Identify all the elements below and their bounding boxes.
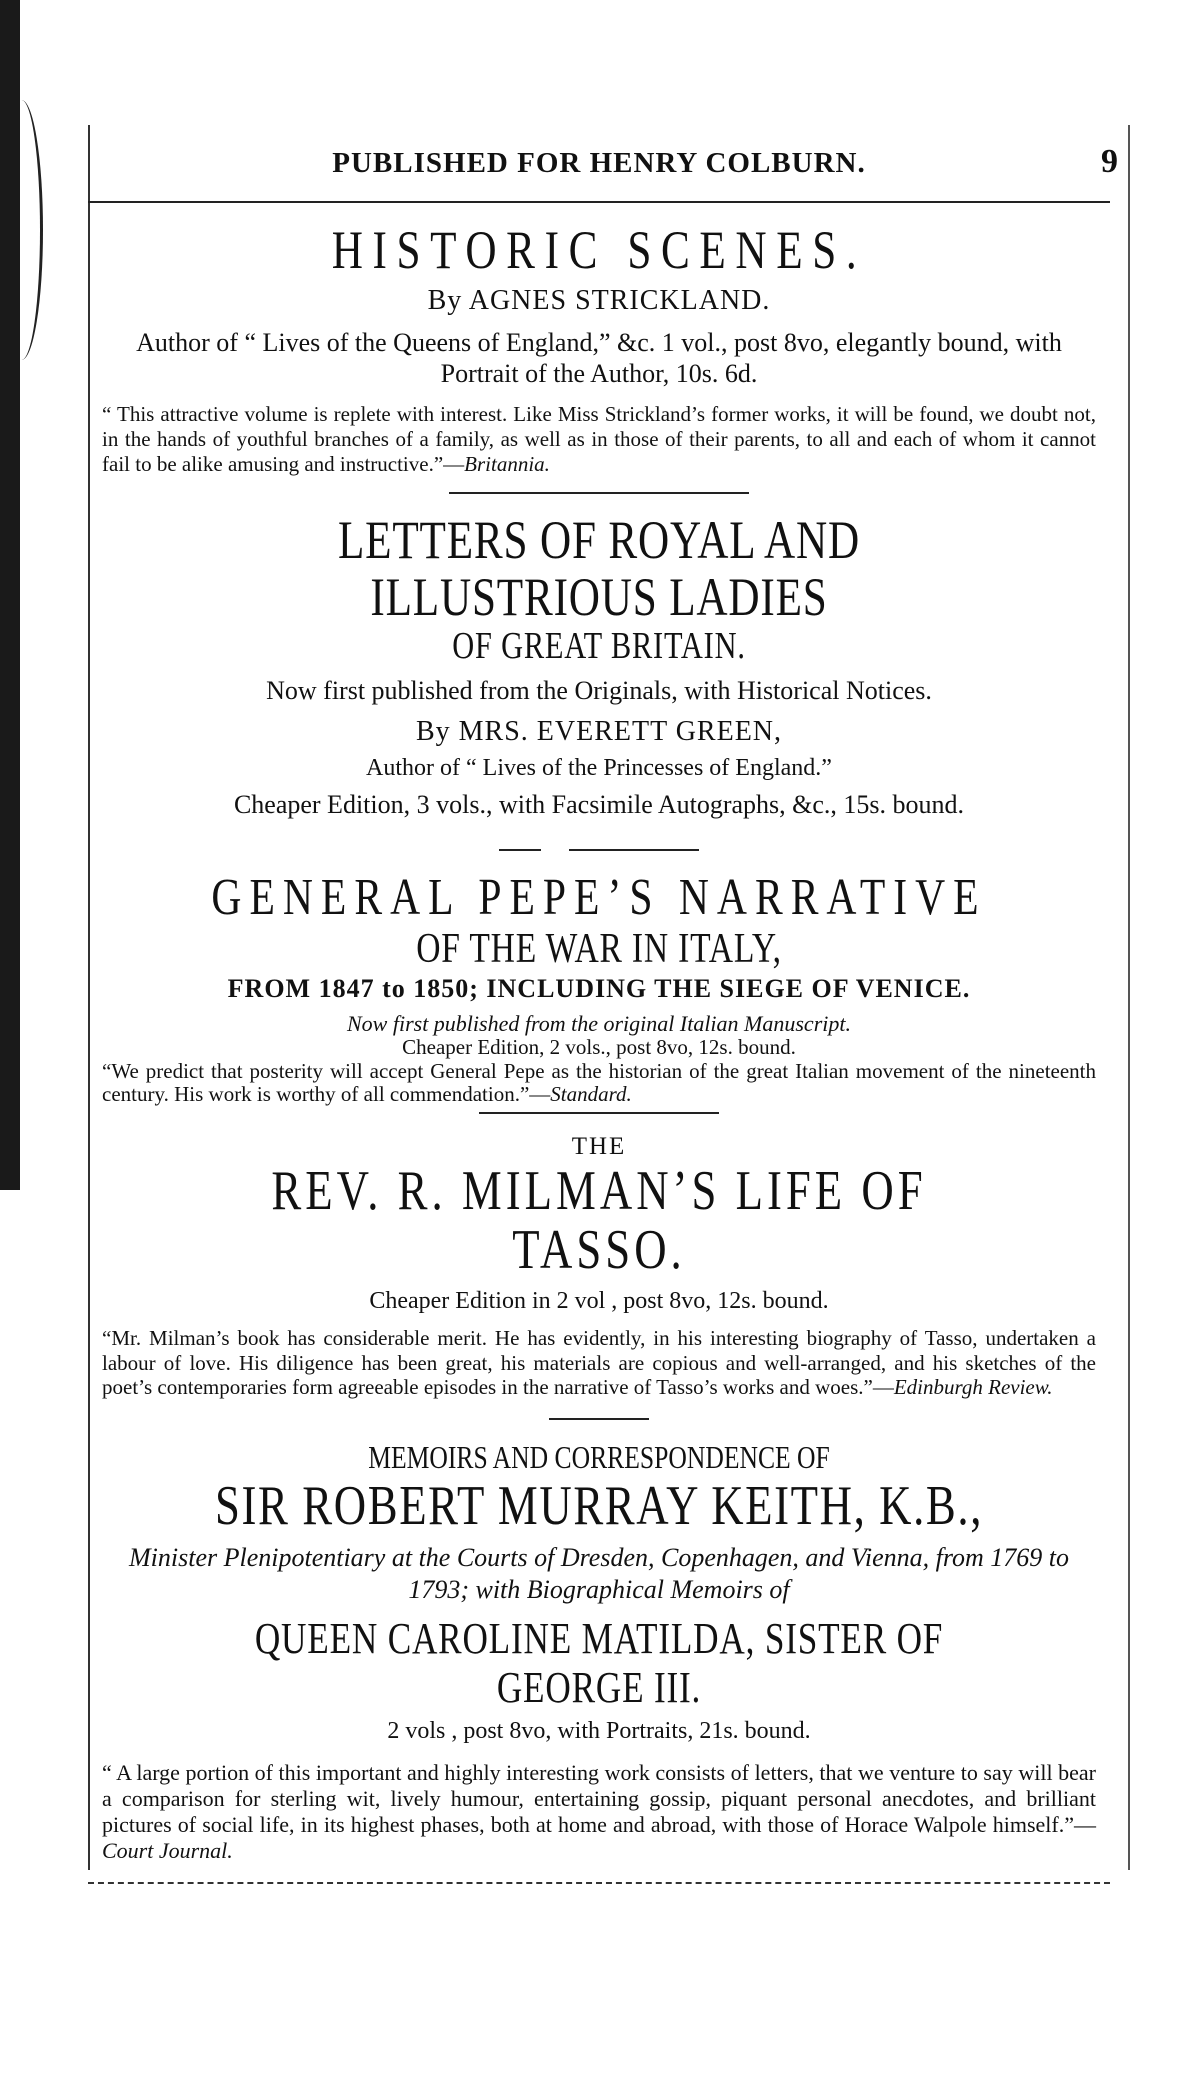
review-text: “ A large portion of this important and highly interesting work consists of letters, that we venture to say will bear a comparison for sterling wit, lively humour, entertaining gossip, piquant personal anecdotes, and brilliant pictures of social life, in its highest phases, both at home and abroad, with those of Horace Walpole himself.”—	[102, 1760, 1096, 1838]
section-divider	[449, 492, 749, 494]
review-text: “ This attractive volume is replete with interest. Like Miss Strickland’s former works, it will be found, we doubt not, in the hands of youthful branches of a family, as well as in those of their parents, to all and each of whom it cannot fail to be alike amusing and instructive.”—	[102, 401, 1096, 476]
royal-ladies-letters-advert	[88, 512, 1110, 851]
page-header	[88, 125, 1118, 203]
running-head: PUBLISHED FOR HENRY COLBURN.	[332, 147, 866, 179]
page-bottom-rule	[88, 1882, 1110, 1884]
byline: By MRS. EVERETT GREEN,	[415, 716, 783, 748]
section-divider	[479, 1112, 719, 1114]
review-source: Britannia.	[464, 451, 550, 476]
milman-tasso-advert	[88, 1132, 1110, 1420]
book-subtitle: OF THE WAR IN ITALY,	[416, 926, 782, 973]
review-source: Court Journal.	[102, 1838, 233, 1864]
section-divider	[88, 849, 1110, 851]
book-title: GENERAL PEPE’S NARRATIVE	[211, 869, 987, 927]
book-scope: FROM 1847 to 1850; INCLUDING THE SIEGE OF VENICE.	[227, 974, 971, 1004]
review-text: “We predict that posterity will accept General Pepe as the historian of the great Italian movement of the nineteenth century. His work is worthy of all commendation.”—	[102, 1058, 1096, 1106]
book-title: REV. R. MILMAN’S LIFE OF TASSO.	[271, 1160, 927, 1282]
binding-edge	[0, 100, 43, 360]
book-subtitle: QUEEN CAROLINE MATILDA, SISTER OF GEORGE III.	[254, 1614, 944, 1712]
section-divider	[549, 1418, 649, 1420]
review-quote	[102, 1760, 1096, 1864]
title-kicker: THE	[571, 1132, 627, 1160]
book-title: LETTERS OF ROYAL AND ILLUSTRIOUS LADIES	[337, 510, 861, 627]
review-source: Edinburgh Review.	[893, 1375, 1053, 1400]
murray-keith-memoirs-advert	[88, 1438, 1110, 1864]
review-quote	[102, 1326, 1096, 1400]
page-frame-right	[1128, 125, 1130, 1870]
publication-note: Now first published from the Originals, with Historical Notices.	[266, 676, 932, 706]
book-title: HISTORIC SCENES.	[331, 220, 867, 280]
catalogue-page	[88, 125, 1118, 1884]
review-text: “Mr. Milman’s book has considerable merit. He has evidently, in his interesting biography of Tasso, undertaken a labour of love. His diligence has been great, his materials are copious and well-arranged, and his sketches of the poet’s contemporaries form agreeable episodes in the narrative of Tasso’s works and woes.”—	[102, 1325, 1096, 1400]
edition-details: Cheaper Edition, 2 vols., post 8vo, 12s. bound.	[402, 1034, 796, 1059]
edition-details: Cheaper Edition, 3 vols., with Facsimile Autographs, &c., 15s. bound.	[233, 790, 965, 820]
book-title: SIR ROBERT MURRAY KEITH, K.B.,	[214, 1475, 984, 1538]
byline: By AGNES STRICKLAND.	[427, 285, 771, 317]
review-source: Standard.	[550, 1081, 632, 1106]
book-description: Minister Plenipotentiary at the Courts of Dresden, Copenhagen, and Vienna, from 1769 to 1793; with Biographical Memoirs of	[129, 1542, 1069, 1604]
review-quote	[102, 1060, 1096, 1106]
publication-note: Now first published from the original Italian Manuscript.	[347, 1011, 851, 1037]
edition-details: Cheaper Edition in 2 vol , post 8vo, 12s. bound.	[369, 1287, 829, 1314]
review-quote	[102, 402, 1096, 476]
general-pepe-narrative-advert	[88, 869, 1110, 1114]
author-credit: Author of “ Lives of the Princesses of England.”	[366, 755, 832, 782]
page-number: 9	[1101, 143, 1118, 180]
title-kicker: MEMOIRS AND CORRESPONDENCE OF	[368, 1439, 830, 1476]
book-subtitle: OF GREAT BRITAIN.	[452, 624, 746, 667]
historic-scenes-advert	[88, 221, 1110, 494]
edition-details: 2 vols , post 8vo, with Portraits, 21s. bound.	[387, 1718, 811, 1745]
edition-details: Author of “ Lives of the Queens of England,” &c. 1 vol., post 8vo, elegantly bound, with Portrait of the Author, 10s. 6d.	[136, 327, 1062, 389]
